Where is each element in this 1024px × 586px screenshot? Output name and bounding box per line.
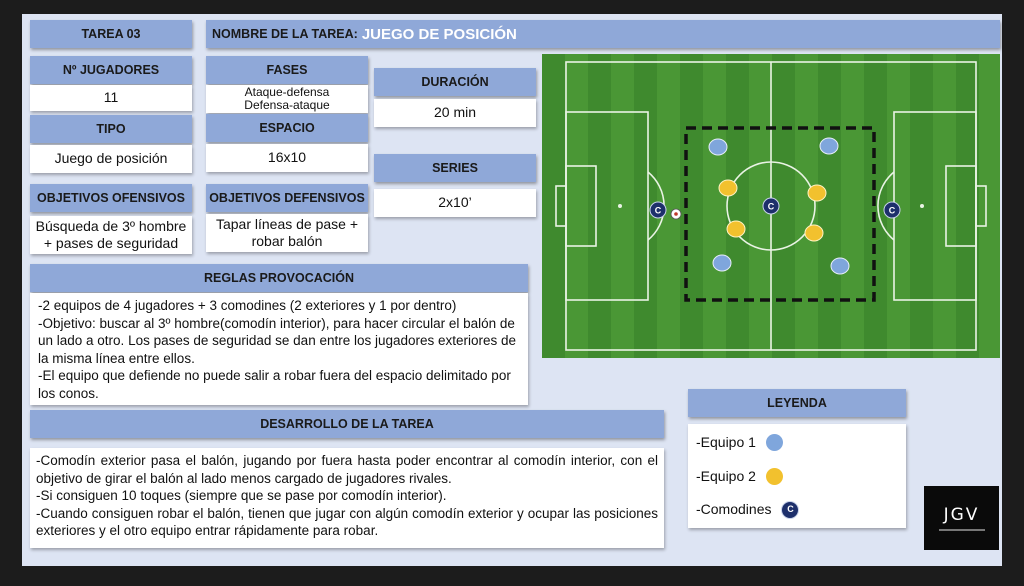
series-header: SERIES: [374, 154, 536, 182]
obj-defensivos-header: OBJETIVOS DEFENSIVOS: [206, 184, 368, 212]
reglas-text: [30, 293, 528, 405]
fase-1: Ataque-defensa: [244, 85, 330, 99]
jgv-logo: [924, 486, 999, 550]
fase-2: Defensa-ataque: [244, 98, 330, 112]
player-equipo-2: [805, 225, 823, 241]
nombre-label: NOMBRE DE LA TAREA:: [212, 27, 358, 41]
player-equipo-1: [713, 255, 731, 271]
series-value: 2x10’: [374, 189, 536, 217]
desarrollo-line: -Comodín exterior pasa el balón, jugando por fuera hasta poder encontrar al comodín interior, con el objetivo de girar el balón al lado menos cargado de jugadores rivales.: [36, 453, 658, 486]
player-equipo-2: [727, 221, 745, 237]
obj-defensivos-line: robar balón: [251, 233, 323, 249]
player-equipo-2: [719, 180, 737, 196]
nombre-header: [206, 20, 1000, 48]
fases-value: [206, 85, 368, 113]
leyenda-header: LEYENDA: [688, 389, 906, 417]
legend-equipo-1-label: -Equipo 1: [696, 434, 756, 450]
logo-text: JGV: [943, 505, 980, 525]
yellow-dot-icon: [766, 468, 783, 485]
desarrollo-header: DESARROLLO DE LA TAREA: [30, 410, 664, 438]
obj-ofensivos-value: [30, 216, 192, 254]
reglas-line: -Objetivo: buscar al 3º hombre(comodín interior), para hacer circular el balón de un lado a otro. Los pases de seguridad se dan entre los jugadores exteriores de la misma línea entre ellos.: [38, 315, 517, 366]
jugadores-value: 11: [30, 85, 192, 111]
pitch-diagram: [542, 54, 1000, 358]
obj-defensivos-line: Tapar líneas de pase +: [215, 215, 359, 232]
obj-defensivos-value: [206, 214, 368, 252]
comodin-right-mark: C: [888, 205, 896, 216]
obj-ofensivos-line: + pases de seguridad: [43, 235, 179, 251]
legend-comodines: [696, 501, 799, 519]
reglas-line: -2 equipos de 4 jugadores + 3 comodines (2 exteriores y 1 por dentro): [38, 298, 457, 313]
comodin-center-mark: C: [767, 201, 775, 212]
jugadores-header: Nº JUGADORES: [30, 56, 192, 84]
fases-header: FASES: [206, 56, 368, 84]
duracion-value: 20 min: [374, 99, 536, 127]
player-equipo-1: [709, 139, 727, 155]
ball-icon: [671, 209, 681, 219]
leyenda-box: [688, 424, 906, 528]
desarrollo-text: [30, 448, 664, 548]
tipo-value: Juego de posición: [30, 145, 192, 173]
espacio-header: ESPACIO: [206, 114, 368, 142]
desarrollo-line: -Cuando consiguen robar el balón, tienen que jugar con algún comodín exterior y ocupar las posiciones exteriores y el otro equipo entrar rápidamente para robar.: [36, 505, 658, 538]
comodin-icon: C: [781, 501, 799, 519]
legend-equipo-2: [696, 468, 783, 486]
logo-underline: [939, 529, 985, 531]
nombre-value: JUEGO DE POSICIÓN: [361, 25, 517, 43]
legend-comodines-label: -Comodines: [696, 501, 772, 518]
comodin-left-mark: C: [654, 205, 662, 216]
player-equipo-2: [808, 185, 826, 201]
duracion-header: DURACIÓN: [374, 68, 536, 96]
reglas-header: REGLAS PROVOCACIÓN: [30, 264, 528, 292]
obj-ofensivos-line: Búsqueda de 3º hombre: [35, 217, 187, 234]
legend-equipo-1: [696, 434, 783, 452]
tarea-header: TAREA 03: [30, 20, 192, 48]
reglas-line: -El equipo que defiende no puede salir a robar fuera del espacio delimitado por los conos.: [38, 368, 511, 401]
blue-dot-icon: [766, 434, 783, 451]
task-sheet: [22, 14, 1002, 566]
player-equipo-1: [831, 258, 849, 274]
desarrollo-line: -Si consiguen 10 toques (siempre que se pase por comodín interior).: [36, 488, 447, 503]
tipo-header: TIPO: [30, 115, 192, 143]
obj-ofensivos-header: OBJETIVOS OFENSIVOS: [30, 184, 192, 212]
player-equipo-1: [820, 138, 838, 154]
legend-equipo-2-label: -Equipo 2: [696, 468, 756, 484]
espacio-value: 16x10: [206, 144, 368, 172]
